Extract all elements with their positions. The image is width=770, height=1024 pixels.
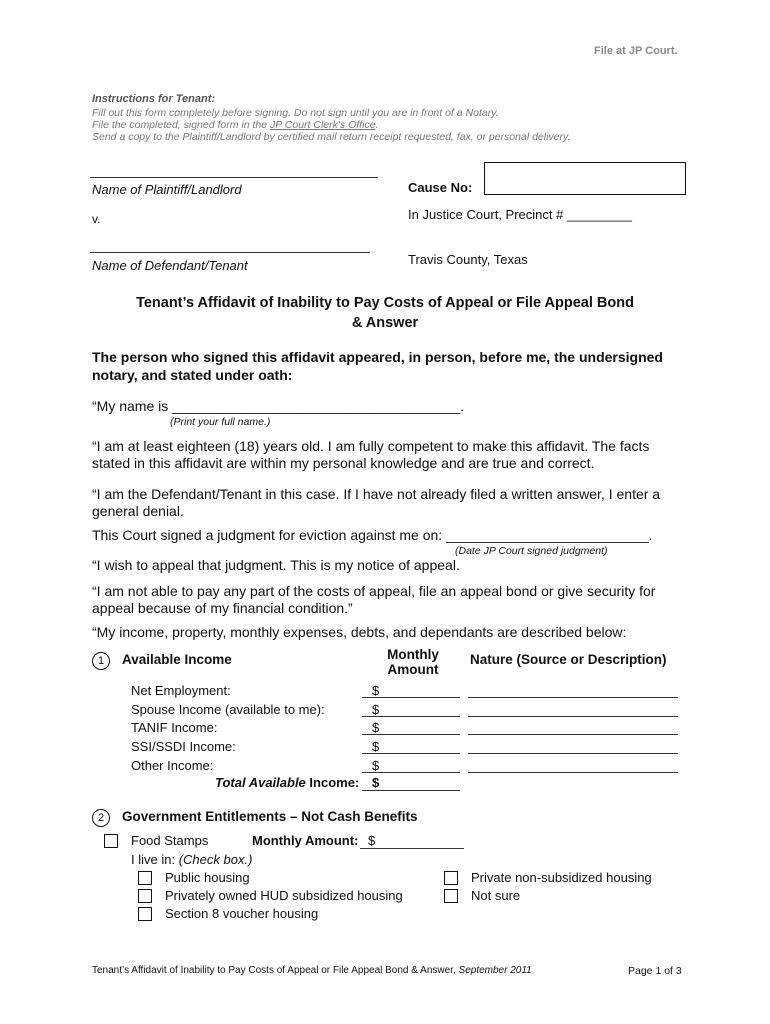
monthly-amount-label: Monthly Amount: — [252, 833, 359, 848]
income-row-currency: $ — [372, 702, 380, 717]
defendant-statement-line-2: general denial. — [92, 503, 184, 519]
total-income-currency: $ — [372, 775, 380, 790]
hud-housing-label: Privately owned HUD subsidized housing — [165, 888, 403, 903]
monthly-column-header — [378, 647, 448, 677]
instructions-line-3: Send a copy to the Plaintiff/Landlord by certified mail return receipt requested, fax, or personal delivery. — [92, 131, 571, 143]
private-housing-checkbox[interactable] — [444, 871, 458, 885]
unable-statement-line-2: appeal because of my financial condition.” — [92, 600, 353, 616]
plaintiff-label: Name of Plaintiff/Landlord — [92, 182, 242, 197]
age-statement-line-1: “I am at least eighteen (18) years old. I am fully competent to make this affidavit. The facts — [92, 438, 650, 454]
income-nature-field[interactable] — [468, 697, 678, 698]
instructions-line-2 — [92, 119, 378, 131]
appeal-statement: “I wish to appeal that judgment. This is my notice of appeal. — [92, 557, 460, 573]
form-title-line-2: & Answer — [351, 315, 419, 331]
total-income-label — [215, 775, 359, 790]
income-amount-field[interactable] — [362, 753, 460, 754]
jp-court-clerk-link[interactable]: JP Court Clerk's Office — [270, 119, 376, 131]
county: Travis County, Texas — [408, 252, 528, 267]
footer-title-text: Tenant’s Affidavit of Inability to Pay Costs of Appeal or File Appeal Bond & Answer, — [92, 965, 459, 976]
private-housing-label: Private non-subsidized housing — [471, 870, 652, 885]
page-number: Page 1 of 3 — [628, 965, 682, 977]
check-box-hint: (Check box.) — [178, 852, 253, 867]
defendant-statement-line-1: “I am the Defendant/Tenant in this case. If I have not already filed a written answer, I enter a — [92, 486, 661, 502]
nature-column-header: Nature (Source or Description) — [470, 652, 667, 667]
section-number-2-icon: 2 — [92, 809, 110, 827]
court-precinct: In Justice Court, Precinct # _________ — [408, 207, 633, 222]
monthly-header-line-1: Monthly — [387, 647, 439, 662]
section8-housing-checkbox[interactable] — [138, 907, 152, 921]
described-statement: “My income, property, monthly expenses, debts, and dependants are described below: — [92, 624, 627, 640]
instructions-title: Instructions for Tenant: — [92, 93, 216, 105]
public-housing-checkbox[interactable] — [138, 871, 152, 885]
unable-statement-line-1: “I am not able to pay any part of the costs of appeal, file an appeal bond or give security for — [92, 583, 656, 599]
section-number-1-icon: 1 — [92, 652, 110, 670]
total-income-label-rest: Income: — [305, 775, 360, 790]
income-row-currency: $ — [372, 683, 380, 698]
intro-line-1: The person who signed this affidavit appeared, in person, before me, the undersigned — [92, 349, 663, 365]
judgment-statement: This Court signed a judgment for eviction against me on: __________________________. — [92, 527, 653, 543]
footer-title — [92, 965, 532, 976]
income-nature-field[interactable] — [468, 734, 678, 735]
live-in-text: I live in: — [131, 852, 176, 867]
file-at-court-note: File at JP Court. — [594, 45, 678, 57]
income-amount-field[interactable] — [362, 772, 460, 773]
food-stamps-currency: $ — [368, 833, 376, 848]
food-stamps-checkbox[interactable] — [104, 834, 118, 848]
form-title-line-1: Tenant’s Affidavit of Inability to Pay Costs of Appeal or File Appeal Bond — [136, 295, 634, 311]
plaintiff-name-line[interactable] — [90, 177, 378, 178]
instructions-line-2-end: . — [375, 119, 379, 131]
income-row-label: TANIF Income: — [131, 720, 218, 735]
cause-no-box[interactable] — [484, 162, 686, 195]
food-stamps-amount-field[interactable] — [360, 848, 464, 849]
print-name-hint: (Print your full name.) — [170, 416, 271, 428]
not-sure-label: Not sure — [471, 888, 521, 903]
defendant-name-line[interactable] — [90, 252, 370, 253]
total-income-label-italic: Total Available — [215, 775, 306, 790]
versus-label: v. — [92, 212, 101, 226]
available-income-title: Available Income — [122, 652, 232, 667]
income-row-currency: $ — [372, 739, 380, 754]
cause-no-label: Cause No: — [408, 180, 473, 195]
income-row-label: Net Employment: — [131, 683, 231, 698]
age-statement-line-2: stated in this affidavit are within my personal knowledge and are true and correct. — [92, 455, 595, 471]
income-row-currency: $ — [372, 720, 380, 735]
income-row-currency: $ — [372, 758, 380, 773]
defendant-label: Name of Defendant/Tenant — [92, 258, 248, 273]
section8-housing-label: Section 8 voucher housing — [165, 906, 319, 921]
total-income-field[interactable] — [362, 790, 460, 791]
income-nature-field[interactable] — [468, 753, 678, 754]
income-nature-field[interactable] — [468, 716, 678, 717]
instructions-line-1: Fill out this form completely before signing. Do not sign until you are in front of a Notary. — [92, 107, 499, 119]
judgment-date-hint: (Date JP Court signed judgment) — [455, 545, 608, 557]
entitlements-heading — [92, 809, 418, 827]
public-housing-label: Public housing — [165, 870, 250, 885]
income-amount-field[interactable] — [362, 716, 460, 717]
income-row-label: SSI/SSDI Income: — [131, 739, 236, 754]
instructions-line-2-text: File the completed, signed form in the — [92, 119, 271, 131]
income-amount-field[interactable] — [362, 734, 460, 735]
not-sure-checkbox[interactable] — [444, 889, 458, 903]
income-row-label: Other Income: — [131, 758, 214, 773]
food-stamps-label: Food Stamps — [131, 833, 209, 848]
entitlements-title: Government Entitlements – Not Cash Benefits — [122, 809, 418, 824]
intro-line-2: notary, and stated under oath: — [92, 367, 293, 383]
live-in-label — [131, 852, 252, 867]
monthly-header-line-2: Amount — [387, 662, 439, 677]
available-income-heading — [92, 652, 232, 670]
income-row-label: Spouse Income (available to me): — [131, 702, 325, 717]
my-name-statement: “My name is _____________________________________. — [92, 398, 465, 414]
income-amount-field[interactable] — [362, 697, 460, 698]
income-nature-field[interactable] — [468, 772, 678, 773]
hud-housing-checkbox[interactable] — [138, 889, 152, 903]
footer-date: September 2011 — [458, 965, 532, 976]
